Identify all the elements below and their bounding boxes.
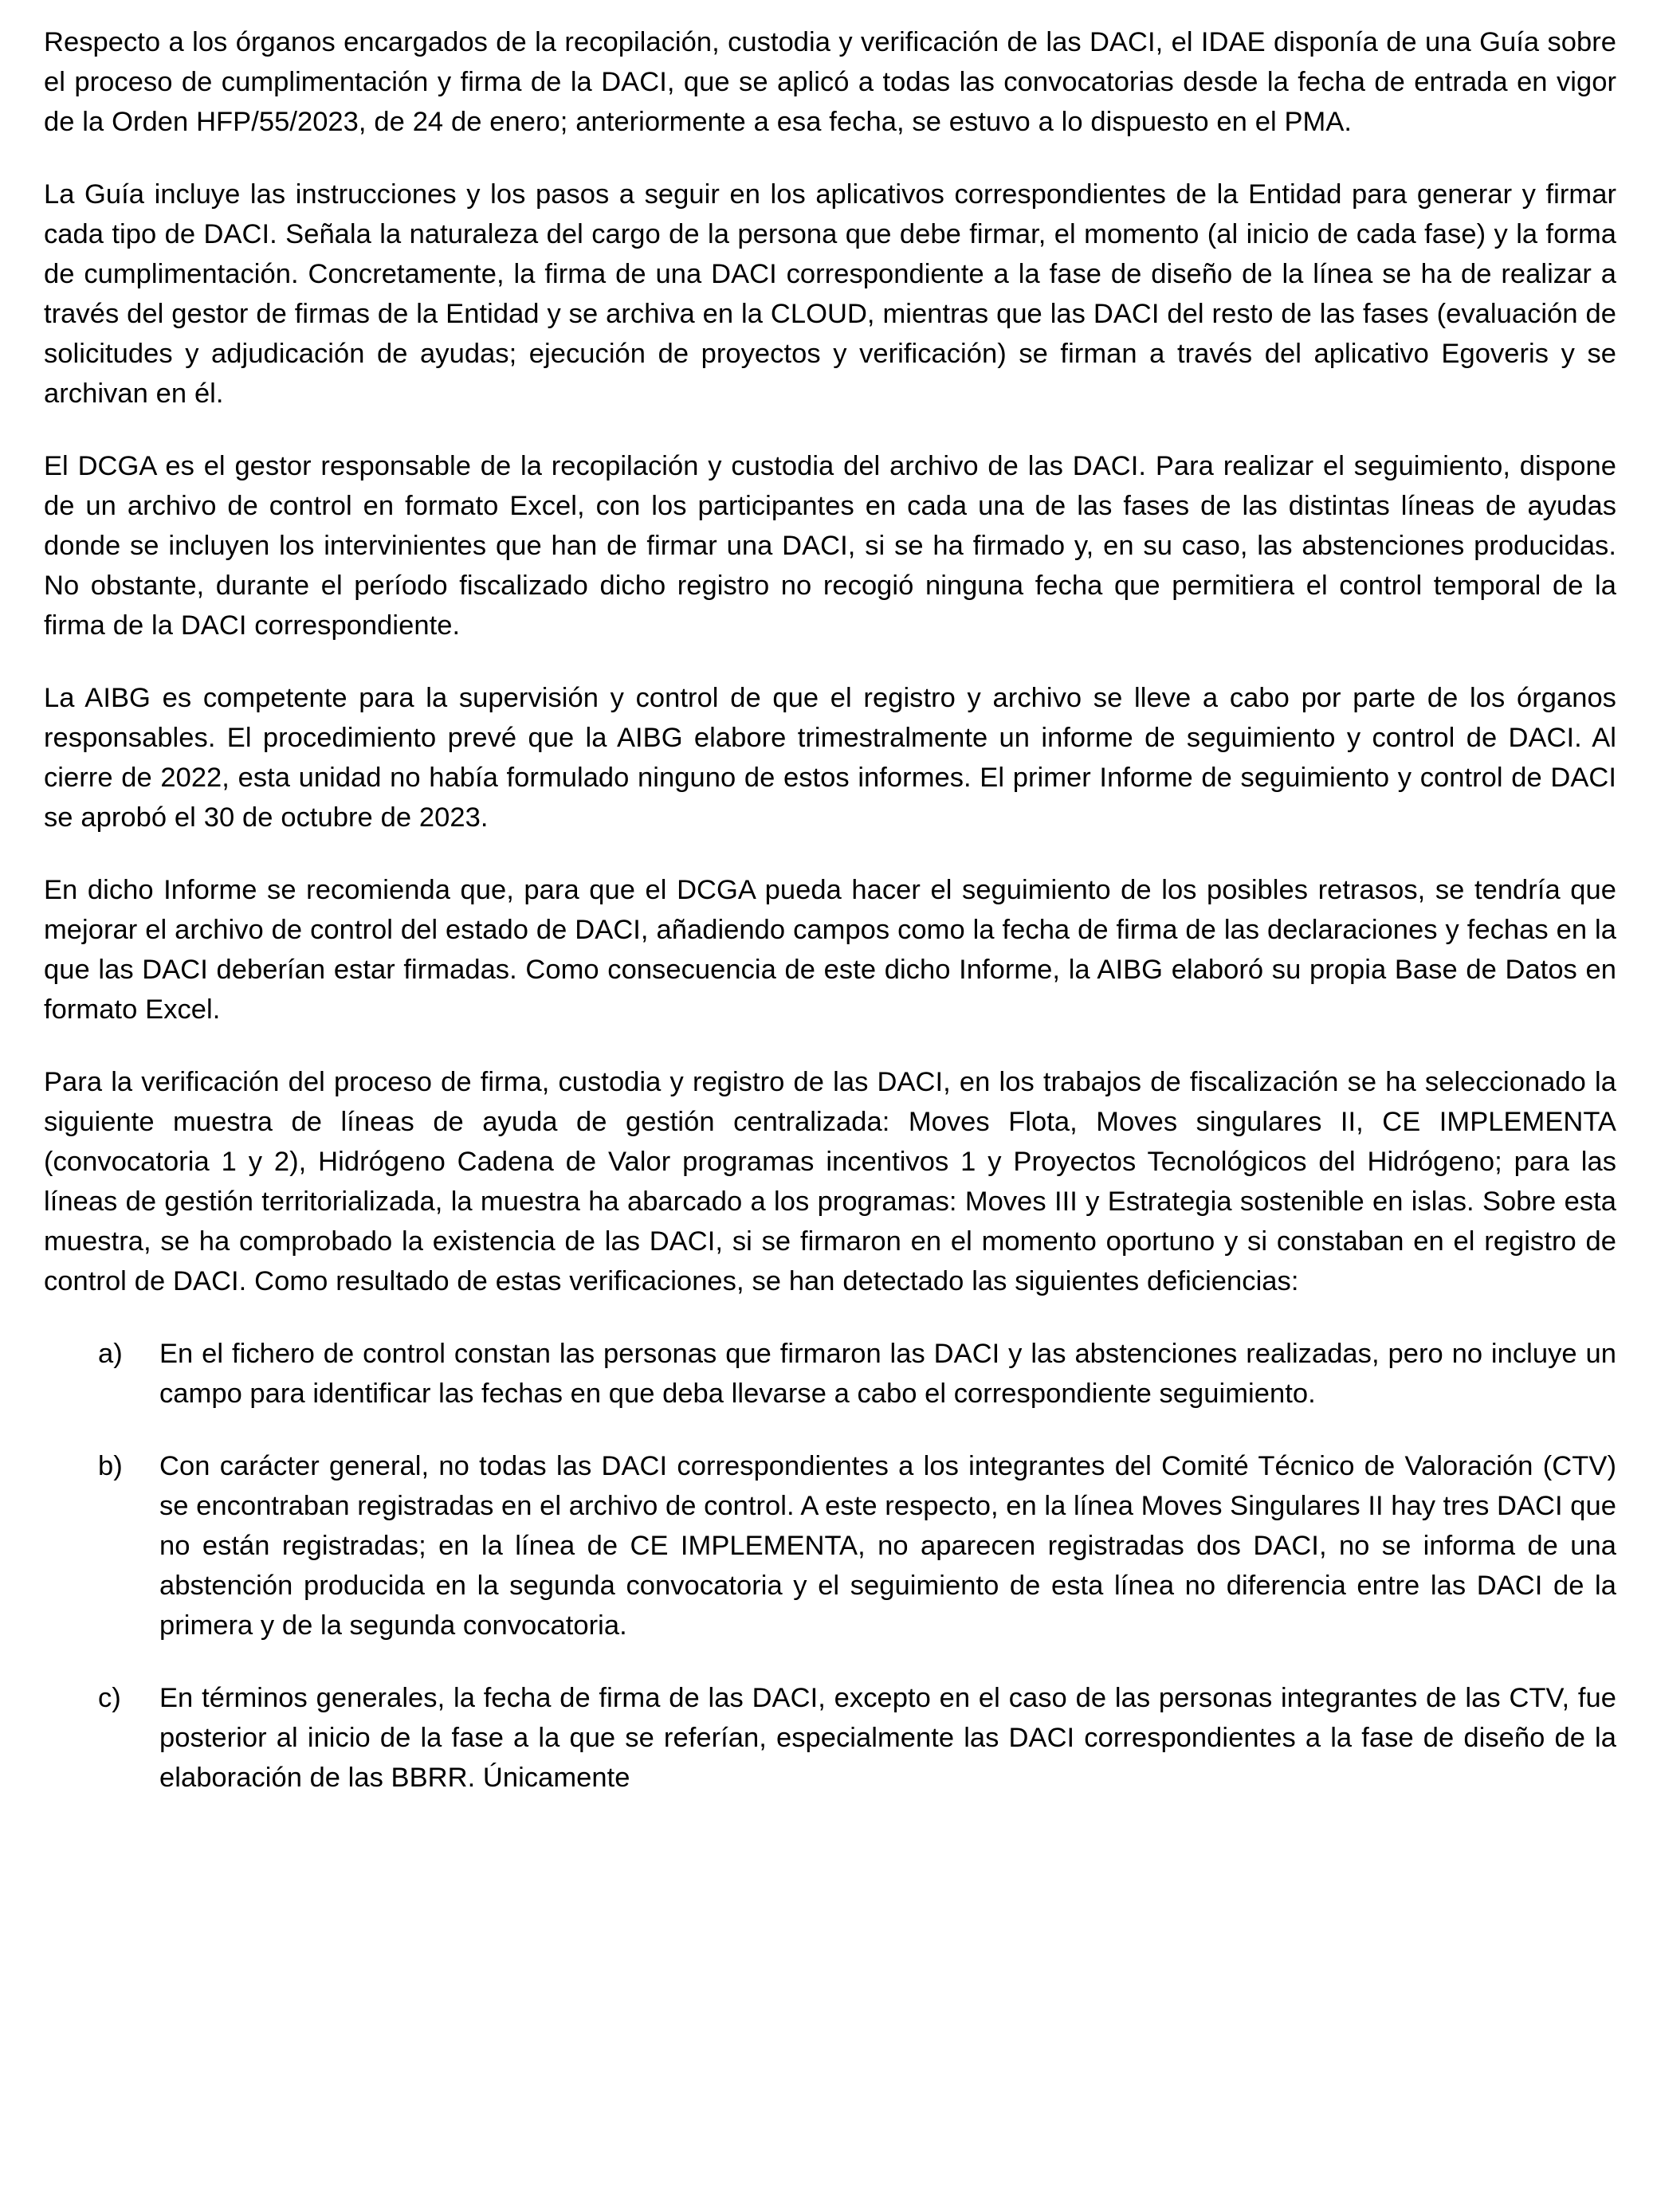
list-item-text-c: En términos generales, la fecha de firma de las DACI, excepto en el caso de las personas integrantes de las CTV, fue posterior al inicio de la fase a la que se referían, especialmente las DACI correspondientes a la fase de diseño de la elaboración de las BBRR. Únicamente	[159, 1683, 1616, 1793]
list-item	[44, 1446, 1616, 1645]
list-item-text-a: En el fichero de control constan las personas que firmaron las DACI y las abstenciones realizadas, pero no incluye un campo para identificar las fechas en que deba llevarse a cabo el correspondiente seguimiento.	[159, 1339, 1616, 1409]
list-item	[44, 1678, 1616, 1798]
list-item-marker-b: b)	[98, 1451, 123, 1481]
paragraph-3: El DCGA es el gestor responsable de la recopilación y custodia del archivo de las DACI. Para realizar el seguimiento, dispone de un archivo de control en formato Excel, con los participantes en cada una de las fases de las distintas líneas de ayudas donde se incluyen los intervinientes que han de firmar una DACI, si se ha firmado y, en su caso, las abstenciones producidas. No obstante, durante el período fiscalizado dicho registro no recogió ninguna fecha que permitiera el control temporal de la firma de la DACI correspondiente.	[44, 451, 1616, 641]
document-body	[44, 22, 1616, 1798]
list-item-marker-c: c)	[98, 1683, 121, 1713]
list-item-marker-a: a)	[98, 1339, 123, 1369]
paragraph-1: Respecto a los órganos encargados de la recopilación, custodia y verificación de las DACI, el IDAE disponía de una Guía sobre el proceso de cumplimentación y firma de la DACI, que se aplicó a todas las convocatorias desde la fecha de entrada en vigor de la Orden HFP/55/2023, de 24 de enero; anteriormente a esa fecha, se estuvo a lo dispuesto en el PMA.	[44, 27, 1616, 137]
paragraph-4: La AIBG es competente para la supervisión y control de que el registro y archivo se lleve a cabo por parte de los órganos responsables. El procedimiento prevé que la AIBG elabore trimestralmente un informe de seguimiento y control de DACI. Al cierre de 2022, esta unidad no había formulado ninguno de estos informes. El primer Informe de seguimiento y control de DACI se aprobó el 30 de octubre de 2023.	[44, 683, 1616, 833]
list-item-text-b: Con carácter general, no todas las DACI correspondientes a los integrantes del Comité Técnico de Valoración (CTV) se encontraban registradas en el archivo de control. A este respecto, en la línea Moves Singulares II hay tres DACI que no están registradas; en la línea de CE IMPLEMENTA, no aparecen registradas dos DACI, no se informa de una abstención producida en la segunda convocatoria y el seguimiento de esta línea no diferencia entre las DACI de la primera y de la segunda convocatoria.	[159, 1451, 1616, 1641]
paragraph-2: La Guía incluye las instrucciones y los pasos a seguir en los aplicativos correspondientes de la Entidad para generar y firmar cada tipo de DACI. Señala la naturaleza del cargo de la persona que debe firmar, el momento (al inicio de cada fase) y la forma de cumplimentación. Concretamente, la firma de una DACI correspondiente a la fase de diseño de la línea se ha de realizar a través del gestor de firmas de la Entidad y se archiva en la CLOUD, mientras que las DACI del resto de las fases (evaluación de solicitudes y adjudicación de ayudas; ejecución de proyectos y verificación) se firman a través del aplicativo Egoveris y se archivan en él.	[44, 179, 1616, 409]
list-item	[44, 1334, 1616, 1414]
deficiency-list	[44, 1334, 1616, 1798]
paragraph-6: Para la verificación del proceso de firma, custodia y registro de las DACI, en los trabajos de fiscalización se ha seleccionado la siguiente muestra de líneas de ayuda de gestión centralizada: Moves Flota, Moves singulares II, CE IMPLEMENTA (convocatoria 1 y 2), Hidrógeno Cadena de Valor programas incentivos 1 y Proyectos Tecnológicos del Hidrógeno; para las líneas de gestión territorializada, la muestra ha abarcado a los programas: Moves III y Estrategia sostenible en islas. Sobre esta muestra, se ha comprobado la existencia de las DACI, si se firmaron en el momento oportuno y si constaban en el registro de control de DACI. Como resultado de estas verificaciones, se han detectado las siguientes deficiencias:	[44, 1067, 1616, 1296]
paragraph-5: En dicho Informe se recomienda que, para que el DCGA pueda hacer el seguimiento de los posibles retrasos, se tendría que mejorar el archivo de control del estado de DACI, añadiendo campos como la fecha de firma de las declaraciones y fechas en la que las DACI deberían estar firmadas. Como consecuencia de este dicho Informe, la AIBG elaboró su propia Base de Datos en formato Excel.	[44, 875, 1616, 1025]
